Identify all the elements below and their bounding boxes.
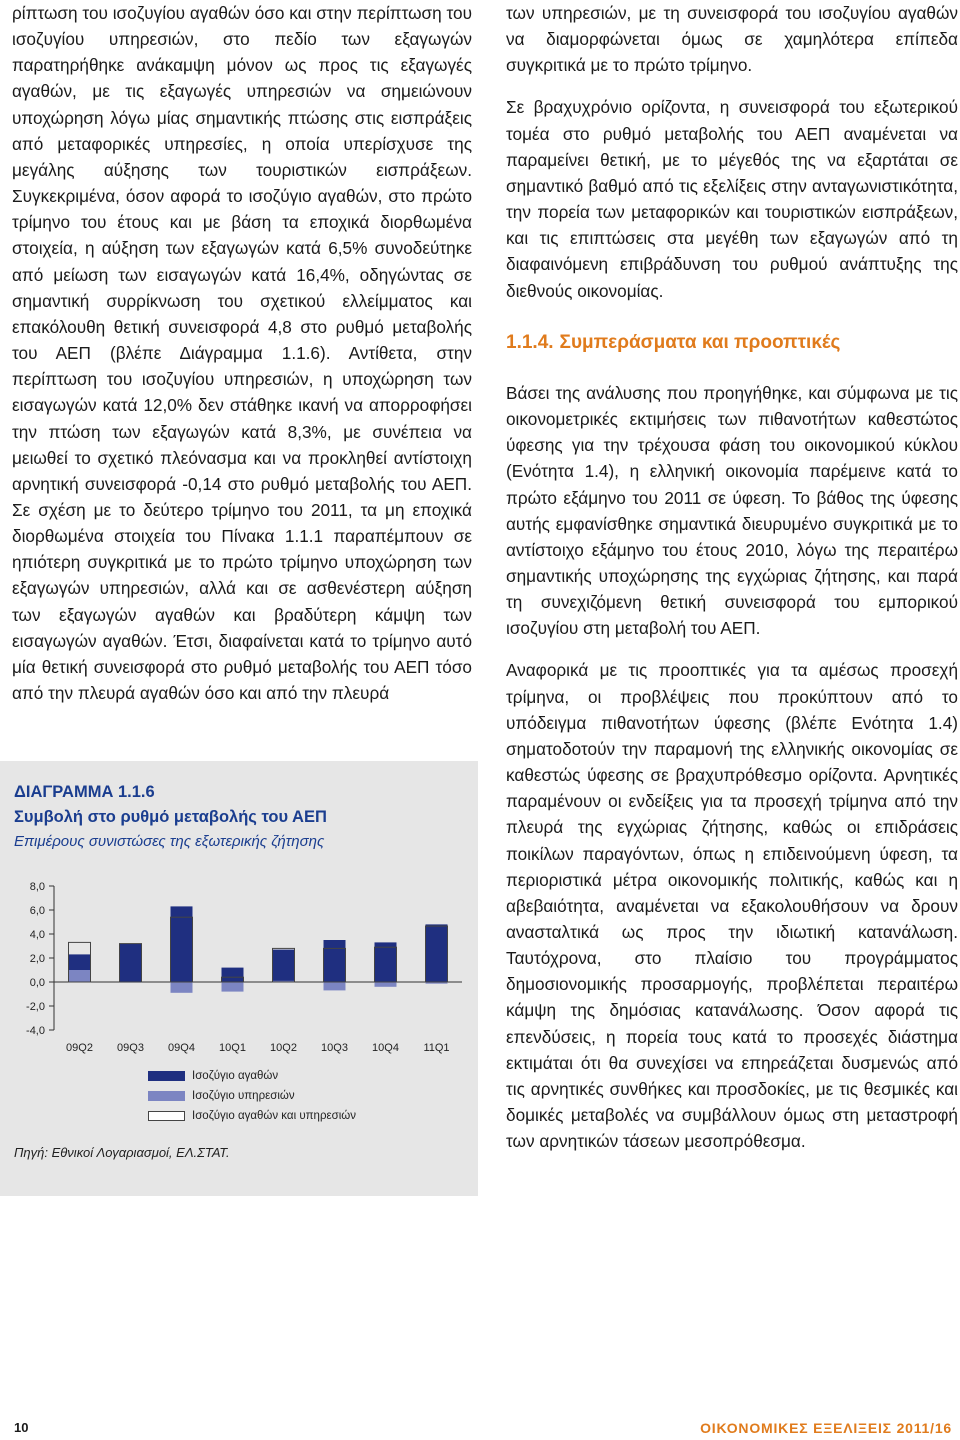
section-heading — [506, 330, 958, 356]
x-tick-label: 09Q4 — [168, 1042, 195, 1054]
right-paragraph-3: Βάσει της ανάλυσης που προηγήθηκε, και σύμφωνα με τις οικονομετρικές εκτιμήσεις των πιθανοτήτων καθεστώτος ύφεσης για την τρέχουσα φάση του οικονομικού κύκλου (Ενότητα 1.4), η ελληνική οικονομία παρέμεινε κατά το πρώτο εξάμηνο του 2011 σε ύφεση. Το βάθος της ύφεσης αυτής εμφανίσθηκε σημαντικά διευρυμένο συγκριτικά με το αντίστοιχο εξάμηνο του έτους 2010, λόγω της περαιτέρω σημαντικής υποχώρησης της εγχώριας ζήτησης, και παρά τη συνεχιζόμενη θετική συνεισφορά του εμπορικού ισοζυγίου στη μεταβολή του ΑΕΠ. — [506, 382, 958, 639]
bar-goods — [222, 968, 244, 982]
bar-goods — [120, 944, 142, 982]
journal-title: ΟΙΚΟΝΟΜΙΚΕΣ ΕΞΕΛΙΞΕΙΣ 2011/16 — [700, 1420, 952, 1436]
y-tick-label: -2,0 — [26, 1001, 45, 1013]
right-paragraph-2: Σε βραχυχρόνιο ορίζοντα, η συνεισφορά του εξωτερικού τομέα στο ρυθμό μεταβολής του ΑΕΠ αναμένεται να παραμείνει θετική, με το μέγεθός της να εξαρτάται σε σημαντικό βαθμό από τις εξελίξεις στην ανταγωνιστικότητα, την πορεία των μεταφορικών και τουριστικών εισπράξεων, και τις επιπτώσεις στα μεγέθη των εξαγωγών από τη διαφαινόμενη επιβράδυνση του ρυθμού ανάπτυξης της διεθνούς οικονομίας. — [506, 97, 958, 301]
x-tick-label: 10Q2 — [270, 1042, 297, 1054]
page-number: 10 — [14, 1420, 29, 1435]
section-title: Συμπεράσματα και προοπτικές — [559, 331, 841, 353]
left-column — [12, 0, 472, 706]
bar-goods — [324, 940, 346, 982]
chart-legend — [148, 1066, 356, 1126]
legend-item-services — [148, 1086, 356, 1106]
bar-goods — [273, 950, 295, 982]
legend-item-total — [148, 1106, 356, 1126]
y-tick-label: -4,0 — [26, 1025, 45, 1037]
figure-title: Συμβολή στο ρυθμό μεταβολής του ΑΕΠ — [14, 808, 327, 826]
x-tick-label: 10Q3 — [321, 1042, 348, 1054]
x-tick-label: 10Q1 — [219, 1042, 246, 1054]
legend-swatch-goods — [148, 1071, 185, 1081]
bar-services — [69, 970, 91, 982]
legend-label-total: Ισοζύγιο αγαθών και υπηρεσιών — [192, 1110, 356, 1122]
left-paragraph-1: ρίπτωση του ισοζυγίου αγαθών όσο και στην περίπτωση του ισοζυγίου υπηρεσιών, στο πεδίο των εξαγωγών παρατηρήθηκε ανάκαμψη μόνον ως προς τις εξαγωγές αγαθών, με τις εξαγωγές υπηρεσιών να σημειώνουν υποχώρηση λόγω μίας σημαντικής πτώσης στις εισπράξεις από μεταφορικές υπηρεσίες, η οποία υπερίσχυσε της μεγάλης αύξησης των τουριστικών εισπράξεων. Συγκεκριμένα, όσον αφορά το ισοζύγιο αγαθών, στο πρώτο τρίμηνο του έτους και με βάση τα εποχικά διορθωμένα στοιχεία, η αύξηση των εξαγωγών κατά 6,5% συνοδεύτηκε από μείωση των εισαγωγών κατά 16,4%, οδηγώντας σε σημαντική συρρίκνωση του σχετικού ελλείμματος και επακόλουθη θετική συνεισφορά 4,8 στο ρυθμό μεταβολής του ΑΕΠ (βλέπε Διάγραμμα 1.1.6). Αντίθετα, στην περίπτωση του ισοζυγίου υπηρεσιών, η υποχώρηση των εισαγωγών κατά 12,0% δεν στάθηκε ικανή να απορροφήσει την πτώση των εξαγωγών κατά 8,3%, με συνέπεια να μειωθεί το σχετικό πλεόνασμα και να προκληθεί αντίστοιχη αρνητική συνεισφορά -0,14 στο ρυθμό μεταβολής του ΑΕΠ. Σε σχέση με το δεύτερο τρίμηνο του 2011, τα μη εποχικά διορθωμένα στοιχεία του Πίνακα 1.1.1 παραπέμπουν σε ηπιότερη συγκριτικά με το πρώτο τρίμηνο υποχώρηση των εξαγωγών υπηρεσιών, αλλά και σε ασθενέστερη αύξηση των εξαγωγών αγαθών και βραδύτερη κάμψη των εισαγωγών αγαθών. Έτσι, διαφαίνεται κατά το τρίμηνο αυτό μία θετική συνεισφορά στο ρυθμό μεταβολής του ΑΕΠ τόσο από την πλευρά αγαθών όσο και από την πλευρά — [12, 3, 472, 704]
bar-goods — [426, 924, 448, 982]
x-tick-label: 11Q1 — [423, 1042, 450, 1054]
bar-services — [375, 982, 397, 987]
legend-item-goods — [148, 1066, 356, 1086]
bar-goods — [375, 942, 397, 982]
contribution-bar-chart — [0, 860, 478, 1060]
bar-services — [171, 982, 193, 993]
right-column — [506, 0, 958, 1154]
y-tick-label: 4,0 — [29, 929, 45, 941]
legend-swatch-services — [148, 1091, 185, 1101]
figure-label: ΔΙΑΓΡΑΜΜΑ 1.1.6 — [14, 783, 155, 801]
legend-swatch-total — [148, 1111, 185, 1121]
bar-services — [324, 982, 346, 990]
figure-source: Πηγή: Εθνικοί Λογαριασμοί, ΕΛ.ΣΤΑΤ. — [14, 1145, 230, 1160]
y-tick-label: 8,0 — [29, 881, 45, 893]
y-tick-label: 6,0 — [29, 905, 45, 917]
y-tick-label: 0,0 — [29, 977, 45, 989]
x-tick-label: 09Q2 — [66, 1042, 93, 1054]
bar-services — [222, 982, 244, 992]
bar-goods — [171, 906, 193, 982]
y-tick-label: 2,0 — [29, 953, 45, 965]
right-paragraph-1: των υπηρεσιών, με τη συνεισφορά του ισοζυγίου αγαθών να διαμορφώνεται όμως σε χαμηλότερα επίπεδα συγκριτικά με το πρώτο τρίμηνο. — [506, 3, 958, 76]
legend-label-services: Ισοζύγιο υπηρεσιών — [192, 1090, 295, 1102]
legend-label-goods: Ισοζύγιο αγαθών — [192, 1070, 279, 1082]
x-tick-label: 09Q3 — [117, 1042, 144, 1054]
figure-subtitle: Επιμέρους συνιστώσες της εξωτερικής ζήτησης — [14, 833, 325, 850]
section-number: 1.1.4. — [506, 331, 554, 353]
right-paragraph-4: Αναφορικά με τις προοπτικές για τα αμέσως προσεχή τρίμηνα, οι προβλέψεις που προκύπτουν από το υπόδειγμα πιθανοτήτων ύφεσης (βλέπε Ενότητα 1.4) σηματοδοτούν την παραμονή της ελληνικής οικονομίας σε καθεστώς ύφεσης σε βραχυπρόθεσμο ορίζοντα. Αρνητικές παραμένουν οι ενδείξεις για τα προσεχή τρίμηνα από την πλευρά της εγχώριας ζήτησης, καθώς οι επιδράσεις ποικίλων παραγόντων, όπως η επιδεινούμενη ύφεση, τα περιοριστικά μέτρα οικονομικής πολιτικής, καθώς και η αβεβαιότητα, αναμένεται να εξακολουθήσουν να δρουν ανασταλτικά ως προς την ιδιωτική κατανάλωση. Ταυτόχρονα, στο πλαίσιο του προγράμματος δημοσιονομικής προσαρμογής, προβλέπεται περαιτέρω κάμψη της δημόσιας κατανάλωσης. Όσον αφορά τις επενδύσεις, η πορεία τους κατά το προσεχές διάστημα εκτιμάται ότι θα συνεχίσει να επηρεάζεται δυσμενώς από τις αρνητικές συνθήκες και προσδοκίες, με τις θεσμικές και δομικές μεταβολές να συμβάλλουν όμως στη μεταστροφή των αρνητικών τάσεων μεσοπρόθεσμα. — [506, 660, 958, 1152]
x-tick-label: 10Q4 — [372, 1042, 399, 1054]
